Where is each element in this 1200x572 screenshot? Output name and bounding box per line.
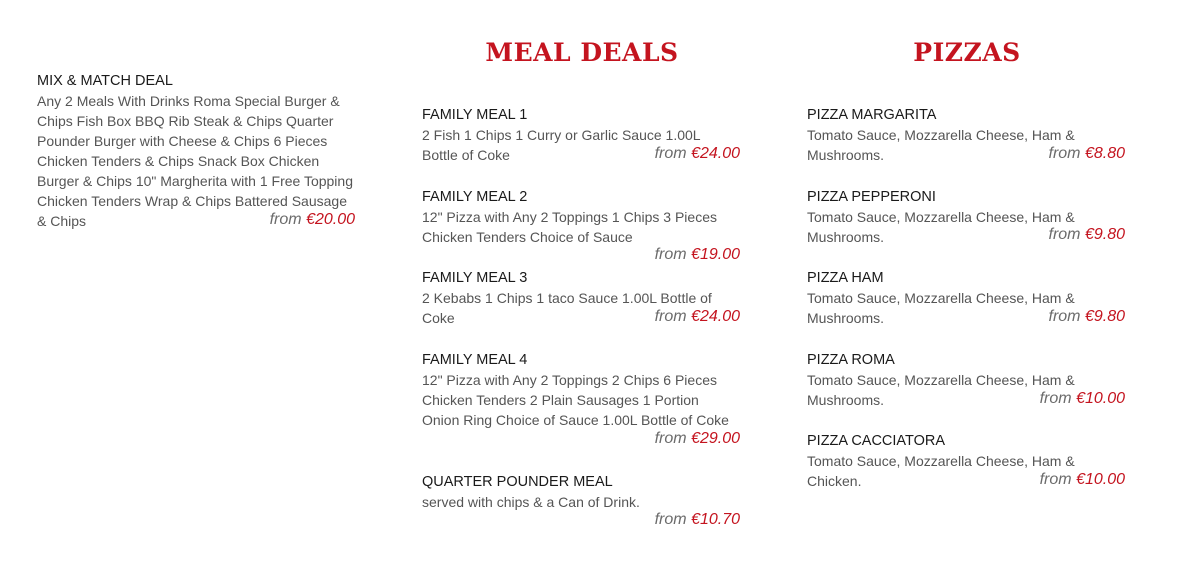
item-name: PIZZA ROMA (807, 352, 895, 368)
item-description: 12" Pizza with Any 2 Toppings 2 Chips 6 Pieces Chicken Tenders 2 Plain Sausages 1 Portion Onion Ring Choice of Sauce 1.00L Bottle of Coke (422, 372, 729, 428)
price-amount: €19.00 (691, 246, 740, 263)
section-title-meal-deals: MEAL DEALS (485, 38, 679, 67)
price-prefix: from (654, 246, 687, 263)
price-amount: €24.00 (691, 145, 740, 162)
price-amount: €29.00 (691, 430, 740, 447)
price-prefix: from (1048, 145, 1081, 162)
pizzas-column (807, 0, 1127, 572)
item-name: FAMILY MEAL 4 (422, 352, 528, 368)
item-price (655, 144, 740, 164)
price-amount: €10.70 (691, 511, 740, 528)
item-name: MIX & MATCH DEAL (37, 73, 173, 89)
item-name: PIZZA PEPPERONI (807, 189, 936, 205)
price-amount: €20.00 (306, 211, 355, 228)
menu-item-mix-match-deal[interactable] (37, 71, 357, 231)
item-name: PIZZA HAM (807, 270, 884, 286)
item-description: 2 Kebabs 1 Chips 1 taco Sauce 1.00L Bottle of Coke (422, 290, 712, 326)
price-amount: €8.80 (1084, 145, 1125, 162)
price-prefix: from (654, 308, 687, 325)
item-price (270, 210, 355, 230)
menu-item-pizza-cacciatora[interactable] (807, 431, 1127, 491)
price-amount: €10.00 (1076, 471, 1125, 488)
item-name: QUARTER POUNDER MEAL (422, 474, 613, 490)
price-prefix: from (1048, 308, 1081, 325)
meal-deals-column (422, 0, 742, 572)
price-amount: €9.80 (1084, 226, 1125, 243)
item-price (655, 510, 740, 530)
price-prefix: from (1039, 471, 1072, 488)
price-amount: €10.00 (1076, 390, 1125, 407)
item-description: 2 Fish 1 Chips 1 Curry or Garlic Sauce 1.00L Bottle of Coke (422, 127, 701, 163)
price-prefix: from (654, 430, 687, 447)
item-price (1040, 470, 1125, 490)
item-description: Tomato Sauce, Mozzarella Cheese, Ham & Mushrooms. (807, 290, 1075, 326)
item-price (1049, 307, 1126, 327)
item-description: Tomato Sauce, Mozzarella Cheese, Ham & Mushrooms. (807, 209, 1075, 245)
section-title-pizzas: PIZZAS (913, 38, 1021, 67)
item-price (1040, 389, 1125, 409)
item-name: FAMILY MEAL 3 (422, 270, 528, 286)
item-name: FAMILY MEAL 1 (422, 107, 528, 123)
menu-item-pizza-pepperoni[interactable] (807, 187, 1127, 247)
item-price (1049, 225, 1126, 245)
item-description: Tomato Sauce, Mozzarella Cheese, Ham & Mushrooms. (807, 127, 1075, 163)
item-description: Tomato Sauce, Mozzarella Cheese, Ham & Chicken. (807, 453, 1075, 489)
menu-item-family-meal-1[interactable] (422, 105, 742, 165)
menu-item-quarter-pounder-meal[interactable] (422, 472, 742, 528)
price-prefix: from (269, 211, 302, 228)
item-price (655, 429, 740, 449)
item-price (655, 245, 740, 265)
menu-item-family-meal-3[interactable] (422, 268, 742, 328)
item-name: PIZZA MARGARITA (807, 107, 937, 123)
menu-item-pizza-margarita[interactable] (807, 105, 1127, 165)
menu-item-pizza-ham[interactable] (807, 268, 1127, 328)
price-prefix: from (1048, 226, 1081, 243)
item-price (655, 307, 740, 327)
price-prefix: from (654, 145, 687, 162)
price-amount: €9.80 (1084, 308, 1125, 325)
menu-item-pizza-roma[interactable] (807, 350, 1127, 410)
price-prefix: from (654, 511, 687, 528)
item-description: 12" Pizza with Any 2 Toppings 1 Chips 3 Pieces Chicken Tenders Choice of Sauce (422, 209, 717, 245)
menu-item-family-meal-2[interactable] (422, 187, 742, 263)
item-price (1049, 144, 1126, 164)
item-description: Any 2 Meals With Drinks Roma Special Burger & Chips Fish Box BBQ Rib Steak & Chips Quarter Pounder Burger with Cheese & Chips 6 Pieces Chicken Tenders & Chips Snack Box Chicken Burger & Chips 10" Margherita with 1 Free Topping Chicken Tenders Wrap & Chips Battered Sausage & Chips (37, 93, 353, 229)
menu-item-family-meal-4[interactable] (422, 350, 742, 447)
item-name: FAMILY MEAL 2 (422, 189, 528, 205)
item-description: served with chips & a Can of Drink. (422, 494, 640, 510)
price-prefix: from (1039, 390, 1072, 407)
item-description: Tomato Sauce, Mozzarella Cheese, Ham & Mushrooms. (807, 372, 1075, 408)
price-amount: €24.00 (691, 308, 740, 325)
item-name: PIZZA CACCIATORA (807, 433, 946, 449)
